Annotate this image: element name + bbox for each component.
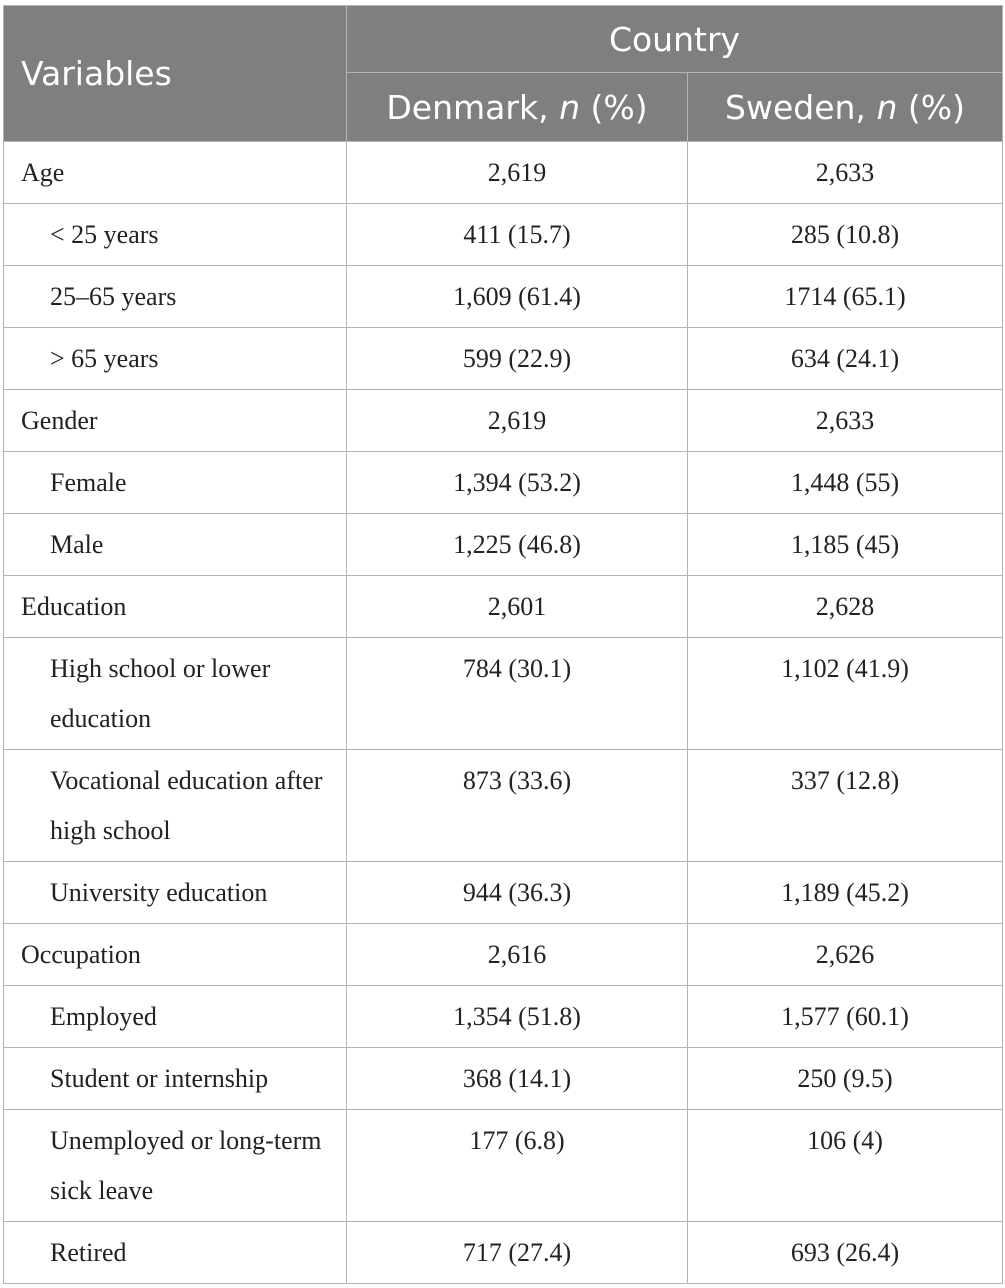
row-label: Retired	[4, 1222, 347, 1284]
table-row	[4, 986, 1003, 1048]
row-label: > 65 years	[4, 328, 347, 390]
sweden-column-header	[688, 73, 1003, 142]
row-label: Male	[4, 514, 347, 576]
sweden-cell: 250 (9.5)	[688, 1048, 1003, 1110]
row-label: Vocational education after high school	[4, 750, 347, 862]
denmark-cell: 2,619	[347, 142, 688, 204]
table-row	[4, 576, 1003, 638]
row-label: Student or internship	[4, 1048, 347, 1110]
row-label: 25–65 years	[4, 266, 347, 328]
country-comparison-table	[3, 5, 1003, 1284]
sweden-cell: 285 (10.8)	[688, 204, 1003, 266]
denmark-cell: 599 (22.9)	[347, 328, 688, 390]
denmark-cell: 2,619	[347, 390, 688, 452]
table-row	[4, 204, 1003, 266]
country-header: Country	[347, 6, 1003, 73]
table-row	[4, 638, 1003, 750]
denmark-cell: 1,394 (53.2)	[347, 452, 688, 514]
table-row	[4, 452, 1003, 514]
row-label: Female	[4, 452, 347, 514]
denmark-cell: 2,616	[347, 924, 688, 986]
table-row	[4, 862, 1003, 924]
denmark-cell: 873 (33.6)	[347, 750, 688, 862]
sweden-cell: 2,626	[688, 924, 1003, 986]
table-row	[4, 328, 1003, 390]
denmark-label: Denmark,	[386, 87, 549, 127]
sweden-cell: 2,628	[688, 576, 1003, 638]
table-row	[4, 1110, 1003, 1222]
denmark-cell: 177 (6.8)	[347, 1110, 688, 1222]
sweden-cell: 1,102 (41.9)	[688, 638, 1003, 750]
row-label: Unemployed or long-term sick leave	[4, 1110, 347, 1222]
sweden-cell: 1,577 (60.1)	[688, 986, 1003, 1048]
table-row	[4, 514, 1003, 576]
sweden-cell: 693 (26.4)	[688, 1222, 1003, 1284]
n-symbol: n	[559, 87, 580, 127]
sweden-cell: 1,189 (45.2)	[688, 862, 1003, 924]
denmark-cell: 944 (36.3)	[347, 862, 688, 924]
variables-header: Variables	[4, 6, 347, 142]
sweden-cell: 2,633	[688, 390, 1003, 452]
denmark-column-header	[347, 73, 688, 142]
table-row	[4, 390, 1003, 452]
sweden-cell: 1,185 (45)	[688, 514, 1003, 576]
denmark-cell: 717 (27.4)	[347, 1222, 688, 1284]
table-row	[4, 1048, 1003, 1110]
row-label: University education	[4, 862, 347, 924]
sweden-cell: 106 (4)	[688, 1110, 1003, 1222]
table-row	[4, 924, 1003, 986]
table-row	[4, 142, 1003, 204]
sweden-label: Sweden,	[725, 87, 866, 127]
table-row	[4, 1222, 1003, 1284]
row-label: < 25 years	[4, 204, 347, 266]
table-header	[4, 6, 1003, 142]
row-label: Gender	[4, 390, 347, 452]
row-label: Age	[4, 142, 347, 204]
sweden-cell: 1,448 (55)	[688, 452, 1003, 514]
row-label: Occupation	[4, 924, 347, 986]
sweden-cell: 1714 (65.1)	[688, 266, 1003, 328]
denmark-cell: 1,225 (46.8)	[347, 514, 688, 576]
table-row	[4, 266, 1003, 328]
percent-suffix: (%)	[907, 87, 965, 127]
table-row	[4, 750, 1003, 862]
denmark-cell: 784 (30.1)	[347, 638, 688, 750]
n-symbol: n	[876, 87, 898, 127]
percent-suffix: (%)	[590, 87, 648, 127]
row-label: High school or lower education	[4, 638, 347, 750]
sweden-cell: 337 (12.8)	[688, 750, 1003, 862]
sweden-cell: 2,633	[688, 142, 1003, 204]
denmark-cell: 411 (15.7)	[347, 204, 688, 266]
denmark-cell: 2,601	[347, 576, 688, 638]
row-label: Education	[4, 576, 347, 638]
sweden-cell: 634 (24.1)	[688, 328, 1003, 390]
row-label: Employed	[4, 986, 347, 1048]
denmark-cell: 368 (14.1)	[347, 1048, 688, 1110]
table-body	[4, 142, 1003, 1284]
denmark-cell: 1,609 (61.4)	[347, 266, 688, 328]
denmark-cell: 1,354 (51.8)	[347, 986, 688, 1048]
